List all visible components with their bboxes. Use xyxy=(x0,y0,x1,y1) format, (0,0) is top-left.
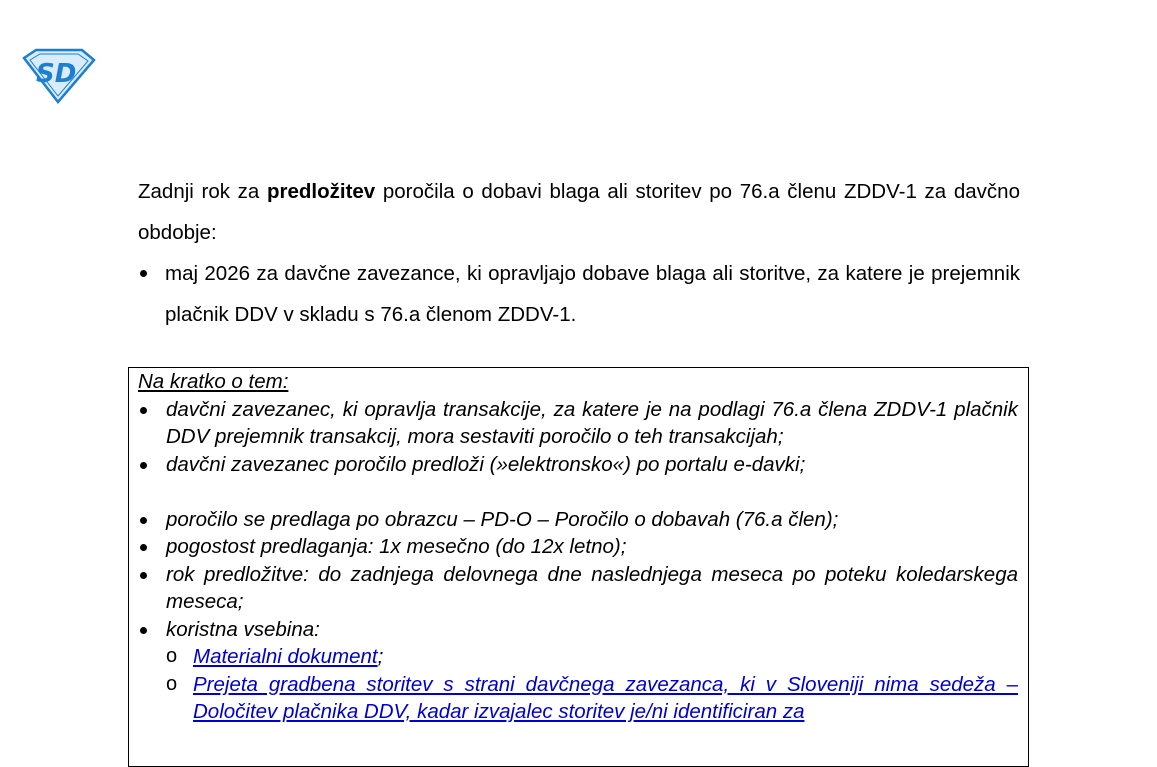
useful-link-item: o Materialni dokument; xyxy=(166,643,1018,671)
intro-bold-word: predložitev xyxy=(266,180,376,203)
intro-section xyxy=(138,171,1020,335)
bullet-icon xyxy=(140,407,147,414)
bullet-icon xyxy=(140,572,147,579)
deadline-list xyxy=(138,253,1020,335)
bullet-icon xyxy=(140,462,147,469)
summary-item: poročilo se predlaga po obrazcu – PD-O – Poročilo o dobavah (76.a člen); xyxy=(138,506,1018,534)
useful-link-item xyxy=(166,671,1018,726)
summary-title: Na kratko o tem: xyxy=(138,370,289,393)
bullet-icon xyxy=(140,270,147,277)
company-logo xyxy=(22,48,96,104)
summary-item: davčni zavezanec poročilo predloži (»elektronsko«) po portalu e-davki; xyxy=(138,451,1018,479)
bullet-icon xyxy=(140,517,147,524)
bullet-icon xyxy=(140,544,147,551)
summary-item: koristna vsebina: o Materialni dokument; o Prejeta gradbena storitev s strani davčnega zavezanca, ki v Sloveniji nima sedeža – Določitev plačnika DDV, kadar izvajalec storitev je/ni identificiran za xyxy=(138,616,1018,726)
useful-links-list xyxy=(166,643,1018,726)
summary-item: pogostost predlaganja: 1x mesečno (do 12x letno); xyxy=(138,533,1018,561)
link-prejeta-gradbena-storitev[interactable]: Prejeta gradbena storitev s strani davčnega zavezanca, ki v Sloveniji nima sedeža – Določitev plačnika DDV, kadar izvajalec storitev je/ni identificiran za xyxy=(193,672,1018,723)
deadline-item: maj 2026 za davčne zavezance, ki opravljajo dobave blaga ali storitve, za katere je prejemnik plačnik DDV v skladu s 76.a členom ZDDV-1. xyxy=(138,253,1020,335)
svg-text:SD: SD xyxy=(36,59,77,89)
circle-bullet-icon: o xyxy=(166,672,178,695)
intro-paragraph: Zadnji rok za predložitev poročila o dobavi blaga ali storitev po 76.a členu ZDDV-1 za davčno obdobje: xyxy=(138,180,1020,244)
summary-box xyxy=(128,367,1029,767)
summary-list xyxy=(138,396,1018,726)
circle-bullet-icon: o xyxy=(166,645,178,667)
summary-item: davčni zavezanec, ki opravlja transakcije, za katere je na podlagi 76.a člena ZDDV-1 plačnik DDV prejemnik transakcij, mora sestaviti poročilo o teh transakcijah; xyxy=(138,396,1018,451)
link-materialni-dokument[interactable]: Materialni dokument xyxy=(193,645,378,668)
summary-item: rok predložitve: do zadnjega delovnega dne naslednjega meseca po poteku koledarskega meseca; xyxy=(138,561,1018,616)
bullet-icon xyxy=(140,627,147,634)
